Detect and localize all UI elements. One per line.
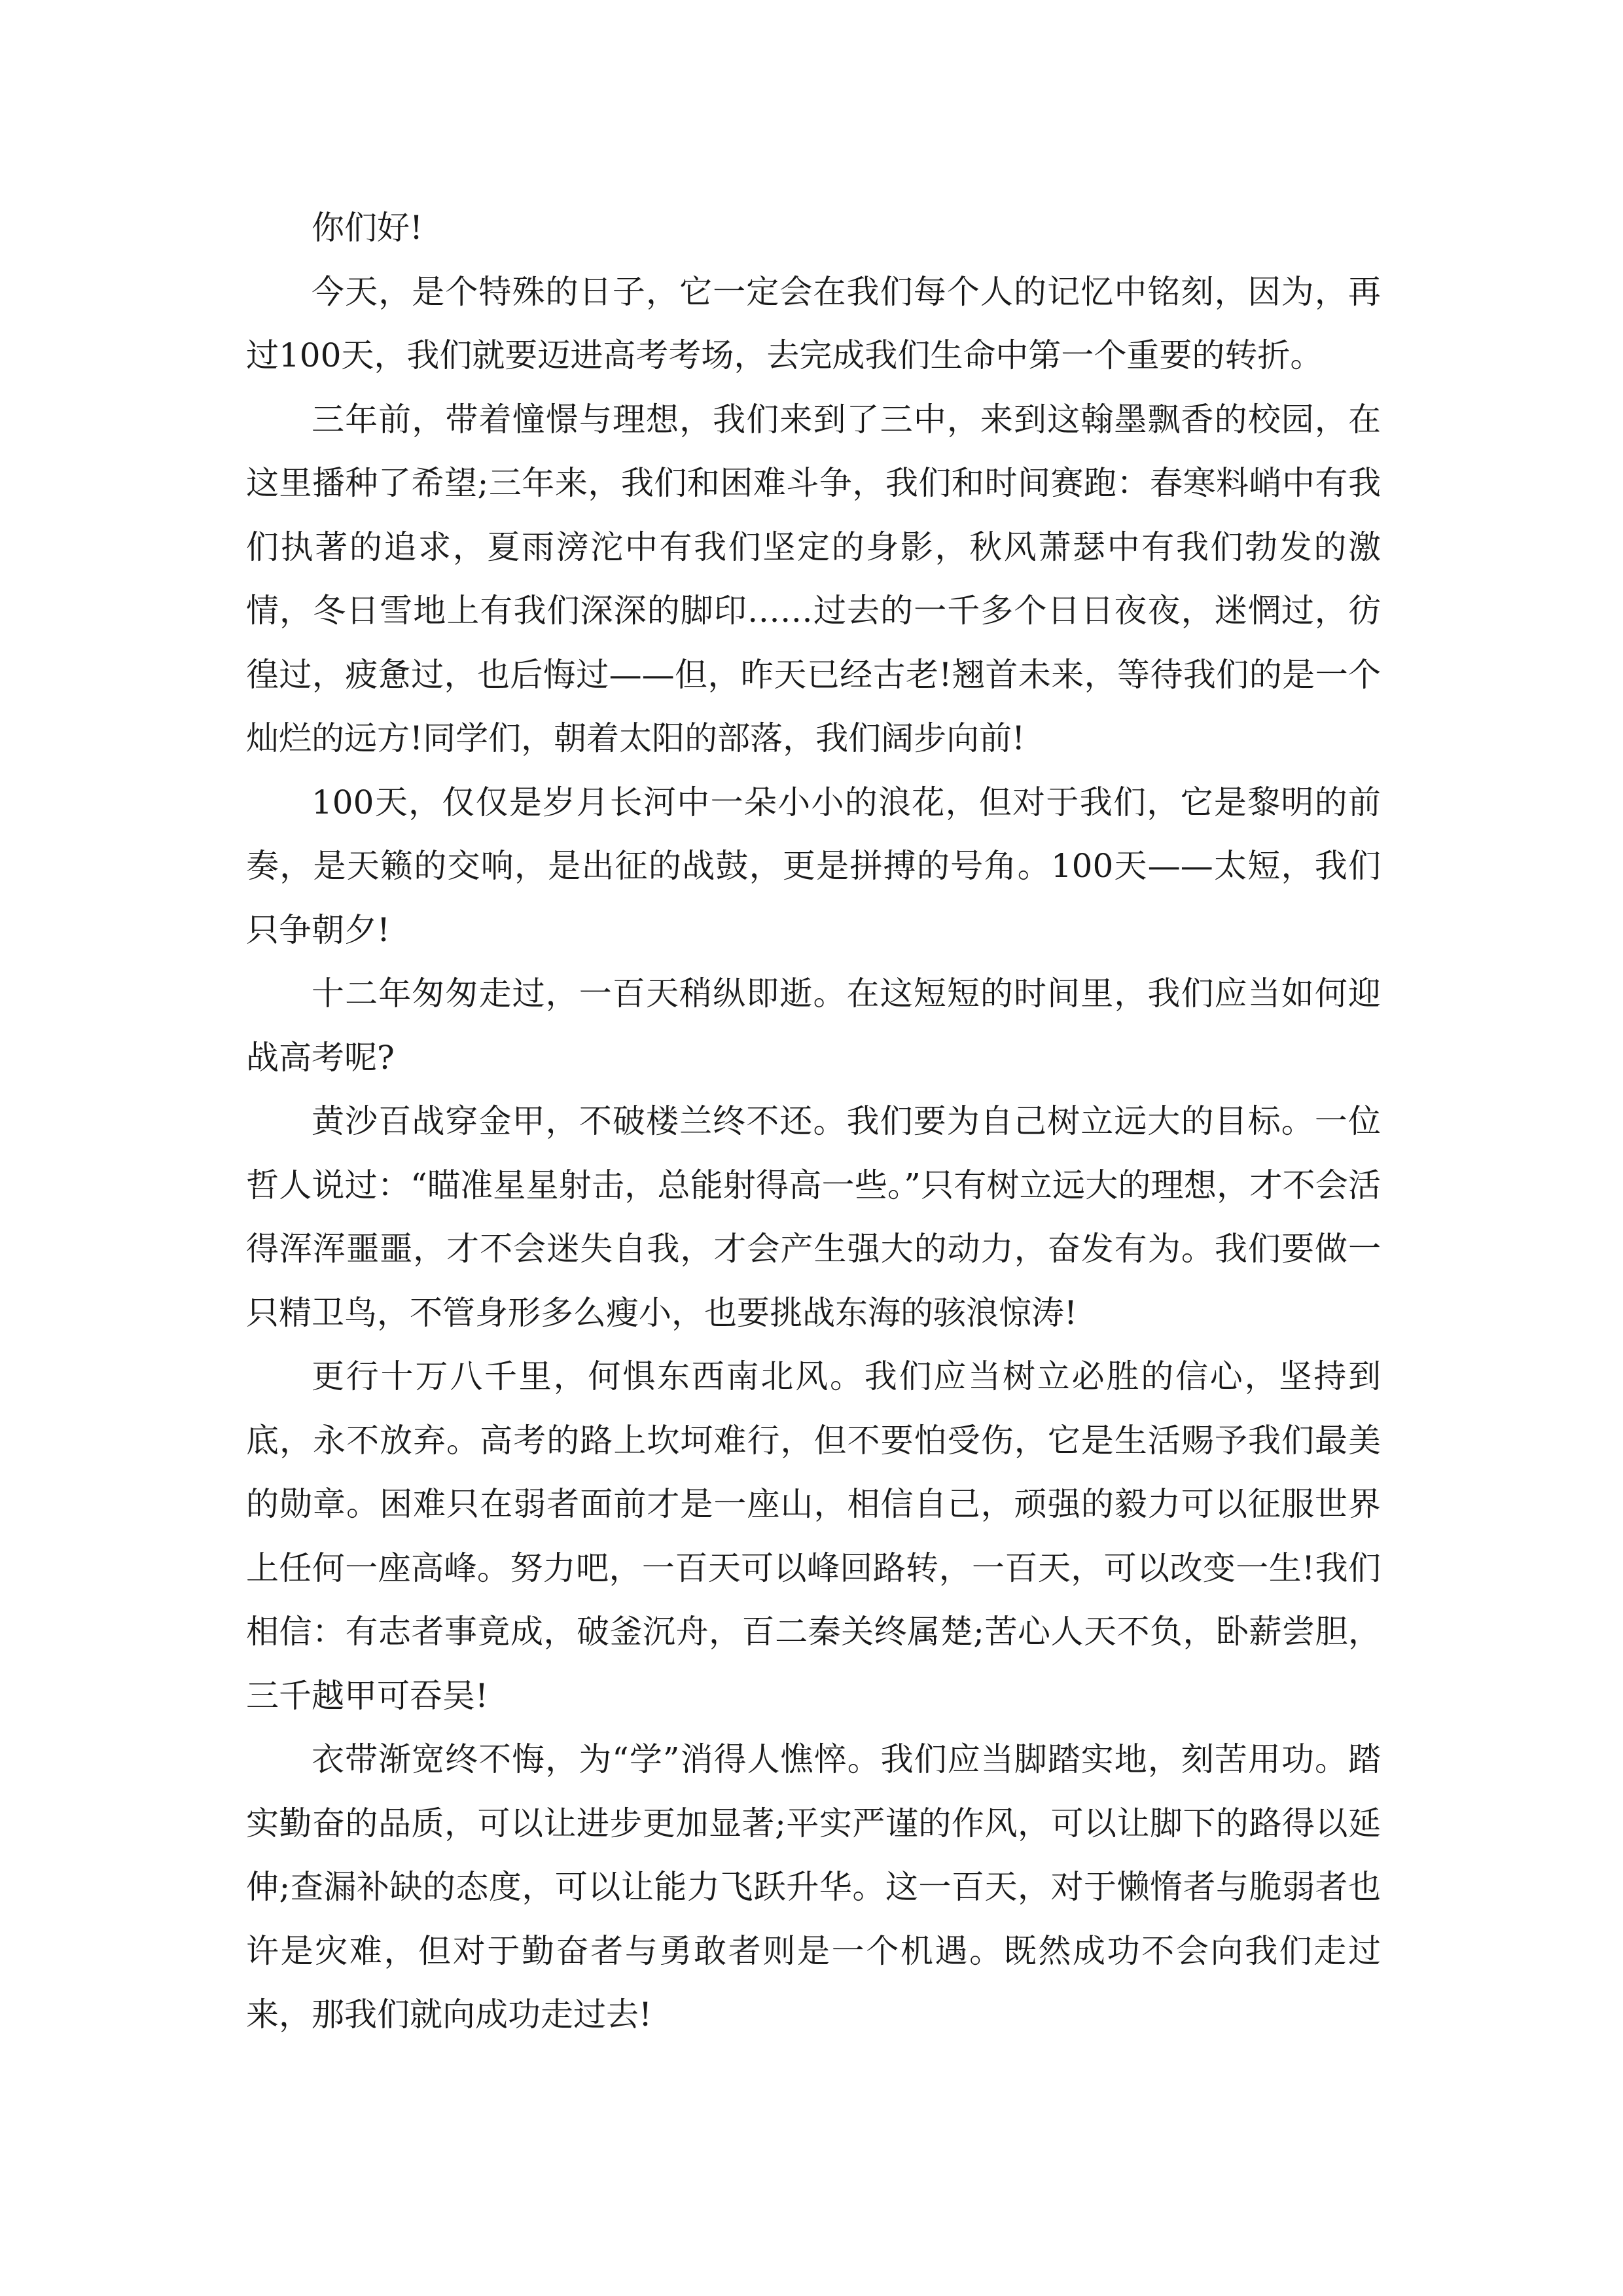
paragraph-dawn-prelude: 100天，仅仅是岁月长河中一朵小小的浪花，但对于我们，它是黎明的前奏，是天籁的交响，是出征的战鼓，更是拼搏的号角。100天——太短，我们只争朝夕! <box>246 783 1381 949</box>
paragraph-confidence: 更行十万八千里，何惧东西南北风。我们应当树立必胜的信心，坚持到底，永不放弃。高考的路上坎坷难行，但不要怕受伤，它是生活赐予我们最美的勋章。困难只在弱者面前才是一座山，相信自己，顽强的毅力可以征服世界上任何一座高峰。努力吧，一百天可以峰回路转，一百天，可以改变一生!我们相信：有志者事竟成，破釜沉舟，百二秦关终属楚;苦心人天不负，卧薪尝胆，三千越甲可吞吴! <box>246 1357 1381 1715</box>
paragraph-how-to-face-exam: 十二年匆匆走过，一百天稍纵即逝。在这短短的时间里，我们应当如何迎战高考呢? <box>246 975 1381 1077</box>
speech-body <box>246 196 1381 2047</box>
paragraph-hard-work: 衣带渐宽终不悔，为“学”消得人憔悴。我们应当脚踏实地，刻苦用功。踏实勤奋的品质，可以让进步更加显著;平实严谨的作风，可以让脚下的路得以延伸;查漏补缺的态度，可以让能力飞跃升华。这一百天，对于懒惰者与脆弱者也许是灾难，但对于勤奋者与勇敢者则是一个机遇。既然成功不会向我们走过来，那我们就向成功走过去! <box>246 1740 1381 2034</box>
paragraph-greeting: 你们好! <box>312 209 423 247</box>
paragraph-100-days: 今天，是个特殊的日子，它一定会在我们每个人的记忆中铭刻，因为，再过100天，我们就要迈进高考考场，去完成我们生命中第一个重要的转折。 <box>246 272 1381 374</box>
paragraph-set-goals: 黄沙百战穿金甲，不破楼兰终不还。我们要为自己树立远大的目标。一位哲人说过：“瞄准星星射击，总能射得高一些。”只有树立远大的理想，才不会活得浑浑噩噩，才不会迷失自我，才会产生强大的动力，奋发有为。我们要做一只精卫鸟，不管身形多么瘦小，也要挑战东海的骇浪惊涛! <box>246 1102 1381 1332</box>
paragraph-three-years: 三年前，带着憧憬与理想，我们来到了三中，来到这翰墨飘香的校园，在这里播种了希望;三年来，我们和困难斗争，我们和时间赛跑：春寒料峭中有我们执著的追求，夏雨滂沱中有我们坚定的身影，秋风萧瑟中有我们勃发的激情，冬日雪地上有我们深深的脚印……过去的一千多个日日夜夜，迷惘过，彷徨过，疲惫过，也后悔过——但，昨天已经古老!翘首未来，等待我们的是一个灿烂的远方!同学们，朝着太阳的部落，我们阔步向前! <box>246 400 1381 757</box>
